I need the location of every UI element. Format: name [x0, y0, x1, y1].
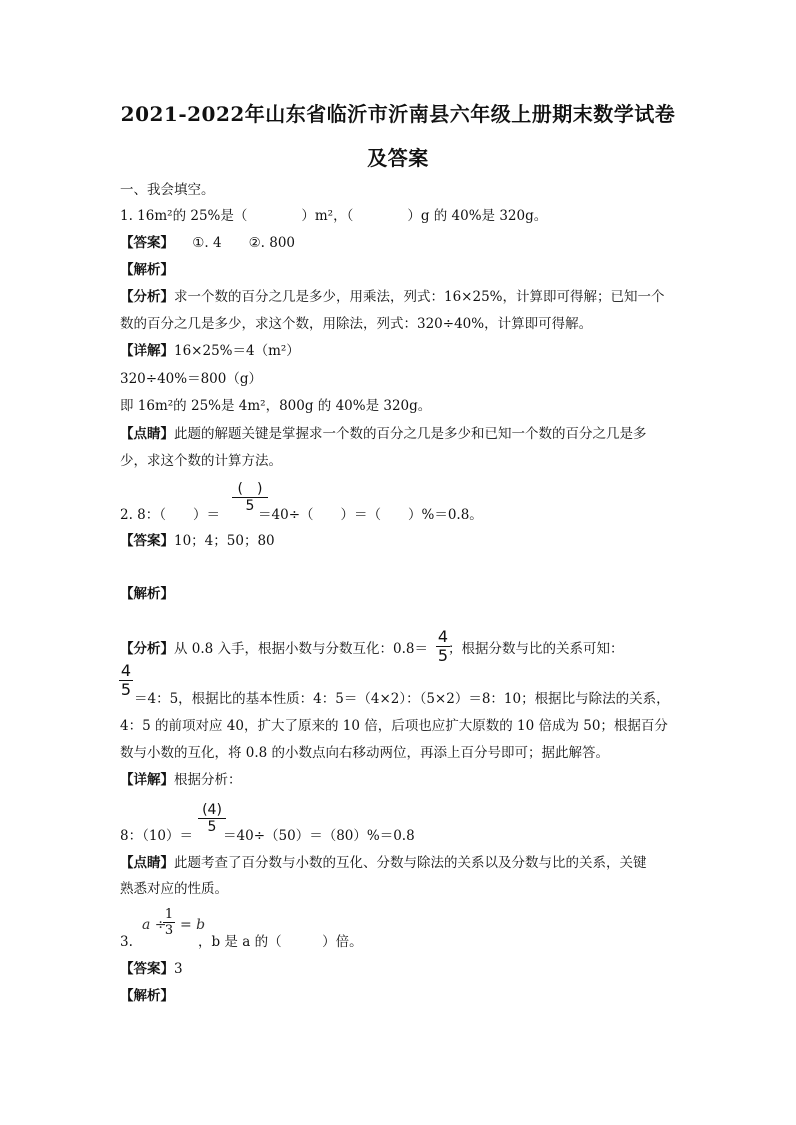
fraction-numerator: 4: [437, 627, 449, 646]
q2-answer: [120, 532, 275, 550]
q2-answer-value: 10；4；50；80: [174, 533, 275, 549]
q2-dianjing-text-1: 此题考查了百分数与小数的互化、分数与除法的关系以及分数与比的关系，关键: [174, 855, 647, 871]
q2-question-a: 2. 8：（ ）＝: [120, 507, 221, 523]
fraction-denominator: 5: [120, 680, 132, 699]
xiangjie-label: 【详解】: [120, 772, 174, 788]
q2-question-b: ＝40÷（ ）＝（ ）%＝0.8。: [258, 507, 483, 523]
q3-formula-right: = b: [180, 917, 206, 933]
q3-analysis-label: 【解析】: [120, 988, 174, 1004]
q2-fenxi-3: 4：5 的前项对应 40，扩大了原来的 10 倍，后项也应扩大原数的 10 倍成为 50；根据百分: [120, 718, 668, 734]
q2-fenxi-a: 从 0.8 入手，根据小数与分数互化：0.8＝: [174, 641, 429, 657]
answer-label: 【答案】: [120, 533, 174, 549]
q1-xiangjie-1: [120, 342, 300, 360]
q2-xiangjie-b: ＝40÷（50）＝（80）%＝0.8: [223, 828, 415, 844]
q2-fenxi-1: [120, 640, 624, 658]
fenxi-label: 【分析】: [120, 289, 174, 305]
fraction-denominator: 5: [437, 646, 449, 665]
q2-analysis-label: 【解析】: [120, 586, 174, 602]
q1-dianjing-2: 少，求这个数的计算方法。: [120, 453, 282, 469]
q1-question: 1. 16m²的 25%是（ ）m²，（ ）g 的 40%是 320g。: [120, 208, 548, 224]
q1-answer: [120, 234, 295, 252]
q3-answer-value: 3: [174, 961, 183, 977]
q2-fenxi-2: ＝4：5，根据比的基本性质：4：5＝（4×2）：（5×2）＝8：10；根据比与除法的关系，: [134, 691, 670, 707]
answer-label: 【答案】: [120, 961, 174, 977]
fraction-numerator: (4): [202, 802, 222, 818]
q1-dianjing-text-1: 此题的解题关键是掌握求一个数的百分之几是多少和已知一个数的百分之几是多: [174, 426, 647, 442]
fraction-numerator: 4: [120, 661, 132, 680]
q1-xiangjie-3: 即 16m²的 25%是 4m²，800g 的 40%是 320g。: [120, 398, 432, 414]
fraction-numerator: ( ): [237, 481, 263, 497]
answer-label: 【答案】: [120, 235, 174, 251]
q1-analysis-label: 【解析】: [120, 262, 174, 278]
q1-fenxi-1: [120, 288, 665, 306]
q2-fenxi-4: 数与小数的互化，将 0.8 的小数点向右移动两位，再添上百分号即可；据此解答。: [120, 745, 610, 761]
q2-xiangjie-text: 根据分析：: [174, 772, 242, 788]
document-title-line-1: 2021-2022年山东省临沂市沂南县六年级上册期末数学试卷: [120, 102, 676, 126]
q1-dianjing-1: [120, 425, 647, 443]
q3-formula-left: a ÷: [142, 917, 167, 933]
q2-question: [120, 506, 483, 524]
fraction-denominator: 5: [207, 819, 217, 835]
xiangjie-label: 【详解】: [120, 343, 174, 359]
q1-xiangjie-2: 320÷40%＝800（g）: [120, 371, 262, 387]
q3-question-number: 3.: [120, 934, 133, 950]
q2-fenxi-b: ；根据分数与比的关系可知：: [448, 641, 624, 657]
q1-fenxi-text-1: 求一个数的百分之几是多少，用乘法，列式：16×25%，计算即可得解；已知一个: [174, 289, 665, 305]
document-title-line-2: 及答案: [367, 146, 429, 170]
q2-xiangjie-equation: [120, 827, 415, 845]
q2-fraction-4-5-b: [119, 662, 133, 699]
q3-question: ，b 是 a 的（ ）倍。: [198, 934, 363, 950]
dianjing-label: 【点睛】: [120, 426, 174, 442]
section-heading: 一、我会填空。: [120, 182, 215, 198]
q2-dianjing-1: [120, 854, 647, 872]
fraction-denominator: 3: [164, 923, 174, 938]
q1-xiangjie-text-1: 16×25%＝4（m²）: [174, 343, 300, 359]
fenxi-label: 【分析】: [120, 641, 174, 657]
q2-dianjing-2: 熟悉对应的性质。: [120, 881, 228, 897]
q3-answer: [120, 960, 183, 978]
fraction-numerator: 1: [164, 907, 174, 922]
q2-xiangjie: [120, 771, 242, 789]
dianjing-label: 【点睛】: [120, 855, 174, 871]
q1-answer-value: ①. 4 ②. 800: [192, 235, 296, 251]
q3-fraction-1-3: [163, 907, 175, 938]
fraction-denominator: 5: [245, 498, 255, 514]
q1-fenxi-2: 数的百分之几是多少，求这个数，用除法，列式：320÷40%，计算即可得解。: [120, 316, 593, 332]
q2-xiangjie-a: 8：（10）＝: [120, 828, 194, 844]
